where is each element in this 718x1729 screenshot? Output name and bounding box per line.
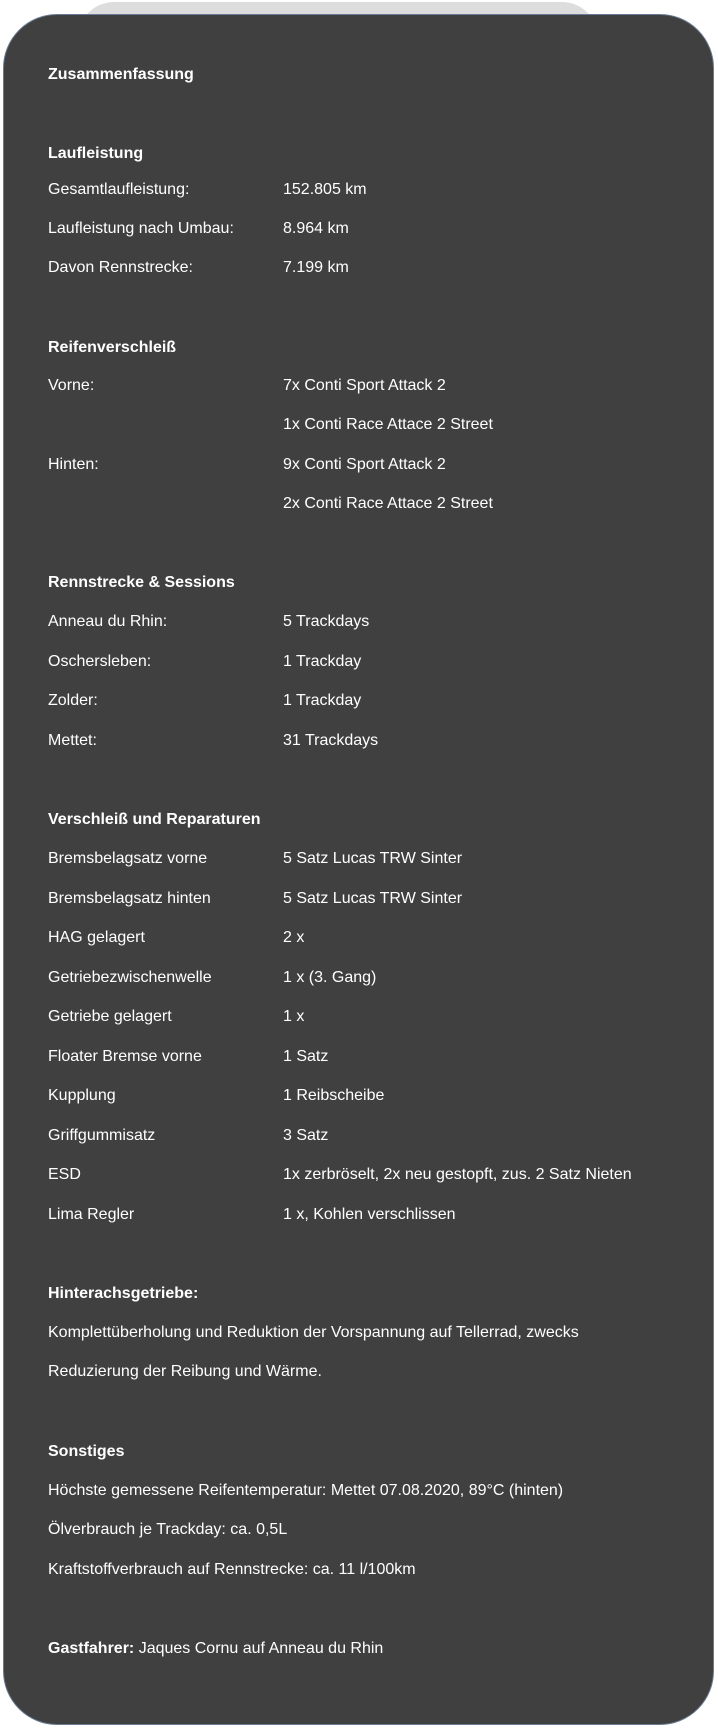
summary-title: Zusammenfassung xyxy=(48,66,194,83)
section-heading-hinterachs: Hinterachsgetriebe: xyxy=(48,1285,199,1302)
paragraph-line: Höchste gemessene Reifentemperatur: Mettet 07.08.2020, 89°C (hinten) xyxy=(48,1482,564,1499)
row-value: 2 x xyxy=(283,929,305,946)
section-heading-rennstrecke: Rennstrecke & Sessions xyxy=(48,574,235,591)
paragraph-line: Kraftstoffverbrauch auf Rennstrecke: ca. 11 l/100km xyxy=(48,1561,416,1578)
row-value: 1 x xyxy=(283,1008,305,1025)
row-label: Gesamtlaufleistung: xyxy=(48,181,190,198)
row-value: 7.199 km xyxy=(283,259,349,276)
row-value: 5 Satz Lucas TRW Sinter xyxy=(283,890,463,907)
paragraph-line: Reduzierung der Reibung und Wärme. xyxy=(48,1363,322,1380)
row-value: 1 Satz xyxy=(283,1048,329,1065)
row-label: Kupplung xyxy=(48,1087,116,1104)
row-value: 7x Conti Sport Attack 2 xyxy=(283,377,446,394)
row-label: Anneau du Rhin: xyxy=(48,613,168,630)
row-value: 31 Trackdays xyxy=(283,732,379,749)
paragraph-line: Komplettüberholung und Reduktion der Vorspannung auf Tellerrad, zwecks xyxy=(48,1324,579,1341)
section-heading-reifen: Reifenverschleiß xyxy=(48,339,177,356)
row-value: 152.805 km xyxy=(283,181,367,198)
row-label: Zolder: xyxy=(48,692,98,709)
row-value: 3 Satz xyxy=(283,1127,329,1144)
row-value: 1x Conti Race Attace 2 Street xyxy=(283,416,493,433)
gastfahrer-line xyxy=(48,1639,383,1659)
row-value: 1x zerbröselt, 2x neu gestopft, zus. 2 Satz Nieten xyxy=(283,1166,632,1183)
gastfahrer-value: Jaques Cornu auf Anneau du Rhin xyxy=(134,1640,384,1657)
section-heading-verschleiss: Verschleiß und Reparaturen xyxy=(48,811,261,828)
row-label: Bremsbelagsatz hinten xyxy=(48,890,211,907)
row-label: Laufleistung nach Umbau: xyxy=(48,220,234,237)
row-label: Getriebezwischenwelle xyxy=(48,969,212,986)
row-value: 5 Satz Lucas TRW Sinter xyxy=(283,850,463,867)
section-heading-sonstiges: Sonstiges xyxy=(48,1443,125,1460)
section-heading-laufleistung: Laufleistung xyxy=(48,145,144,162)
row-value: 5 Trackdays xyxy=(283,613,370,630)
row-value: 1 Reibscheibe xyxy=(283,1087,385,1104)
row-label: Lima Regler xyxy=(48,1206,135,1223)
row-label: Oschersleben: xyxy=(48,653,152,670)
row-value: 2x Conti Race Attace 2 Street xyxy=(283,495,493,512)
row-label: Mettet: xyxy=(48,732,97,749)
row-label: HAG gelagert xyxy=(48,929,145,946)
row-label: Floater Bremse vorne xyxy=(48,1048,202,1065)
gastfahrer-label: Gastfahrer: xyxy=(48,1640,135,1657)
row-value: 9x Conti Sport Attack 2 xyxy=(283,456,446,473)
row-label: Bremsbelagsatz vorne xyxy=(48,850,208,867)
row-value: 1 x (3. Gang) xyxy=(283,969,377,986)
row-label: Hinten: xyxy=(48,456,99,473)
row-label: Vorne: xyxy=(48,377,95,394)
row-label: Getriebe gelagert xyxy=(48,1008,172,1025)
row-value: 8.964 km xyxy=(283,220,349,237)
row-label: Griffgummisatz xyxy=(48,1127,156,1144)
row-label: Davon Rennstrecke: xyxy=(48,259,193,276)
row-value: 1 x, Kohlen verschlissen xyxy=(283,1206,456,1223)
row-value: 1 Trackday xyxy=(283,692,362,709)
paragraph-line: Ölverbrauch je Trackday: ca. 0,5L xyxy=(48,1521,288,1538)
row-value: 1 Trackday xyxy=(283,653,362,670)
summary-card xyxy=(3,14,714,1725)
row-label: ESD xyxy=(48,1166,81,1183)
